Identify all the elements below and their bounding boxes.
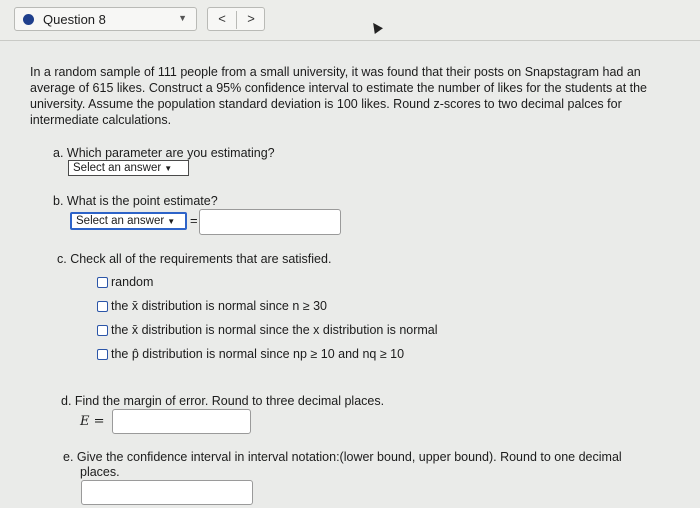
requirement-label-np-nq: the p̂ distribution is normal since np ≥ 10 and nq ≥ 10: [111, 347, 405, 361]
chevron-down-icon: ▼: [164, 164, 173, 173]
requirement-label-random: random: [111, 275, 154, 289]
status-dot-icon: [23, 14, 34, 25]
point-estimate-input[interactable]: [199, 209, 341, 235]
caret-down-icon: ▼: [178, 13, 187, 23]
part-c-label: c. Check all of the requirements that are satisfied.: [57, 252, 332, 266]
equals-sign: =: [190, 213, 198, 228]
part-b-label: b. What is the point estimate?: [53, 194, 218, 208]
question-pager: [207, 7, 265, 31]
requirement-checkbox-x-normal[interactable]: [97, 325, 108, 336]
chevron-down-icon: ▼: [167, 217, 176, 226]
question-prompt: In a random sample of 111 people from a small university, it was found that their posts on Snapstagram had an average of 615 likes. Construct a 95% confidence interval to estimate the number of likes for the students at the university. Assume the population standard deviation is 100 likes. Round z-scores to two decimal palces for intermediate calculations.: [30, 65, 648, 127]
requirement-checkbox-random[interactable]: [97, 277, 108, 288]
part-a-label: a. Which parameter are you estimating?: [53, 146, 275, 160]
margin-of-error-variable: E =: [80, 414, 105, 429]
part-b-select[interactable]: [70, 212, 187, 230]
confidence-interval-input[interactable]: [81, 480, 253, 505]
requirement-label-x-normal: the x̄ distribution is normal since the x distribution is normal: [111, 323, 438, 337]
next-question-button[interactable]: >: [247, 11, 255, 26]
requirement-label-n30: the x̄ distribution is normal since n ≥ 30: [111, 299, 327, 313]
mouse-cursor-icon: [369, 20, 383, 34]
previous-question-button[interactable]: <: [208, 11, 237, 29]
part-e-label: e. Give the confidence interval in interval notation:(lower bound, upper bound). Round to one decimal: [63, 450, 622, 464]
question-nav-bar: [0, 0, 700, 41]
margin-of-error-input[interactable]: [112, 409, 251, 434]
part-b-select-value: Select an answer: [76, 215, 165, 227]
part-d-label: d. Find the margin of error. Round to three decimal places.: [61, 394, 385, 408]
requirement-checkbox-np-nq[interactable]: [97, 349, 108, 360]
part-a-select[interactable]: [68, 160, 189, 176]
part-a-select-value: Select an answer: [73, 162, 162, 174]
question-select[interactable]: [14, 7, 197, 31]
part-e-label-continued: places.: [80, 465, 120, 479]
question-label: Question 8: [43, 12, 106, 27]
requirement-checkbox-n30[interactable]: [97, 301, 108, 312]
